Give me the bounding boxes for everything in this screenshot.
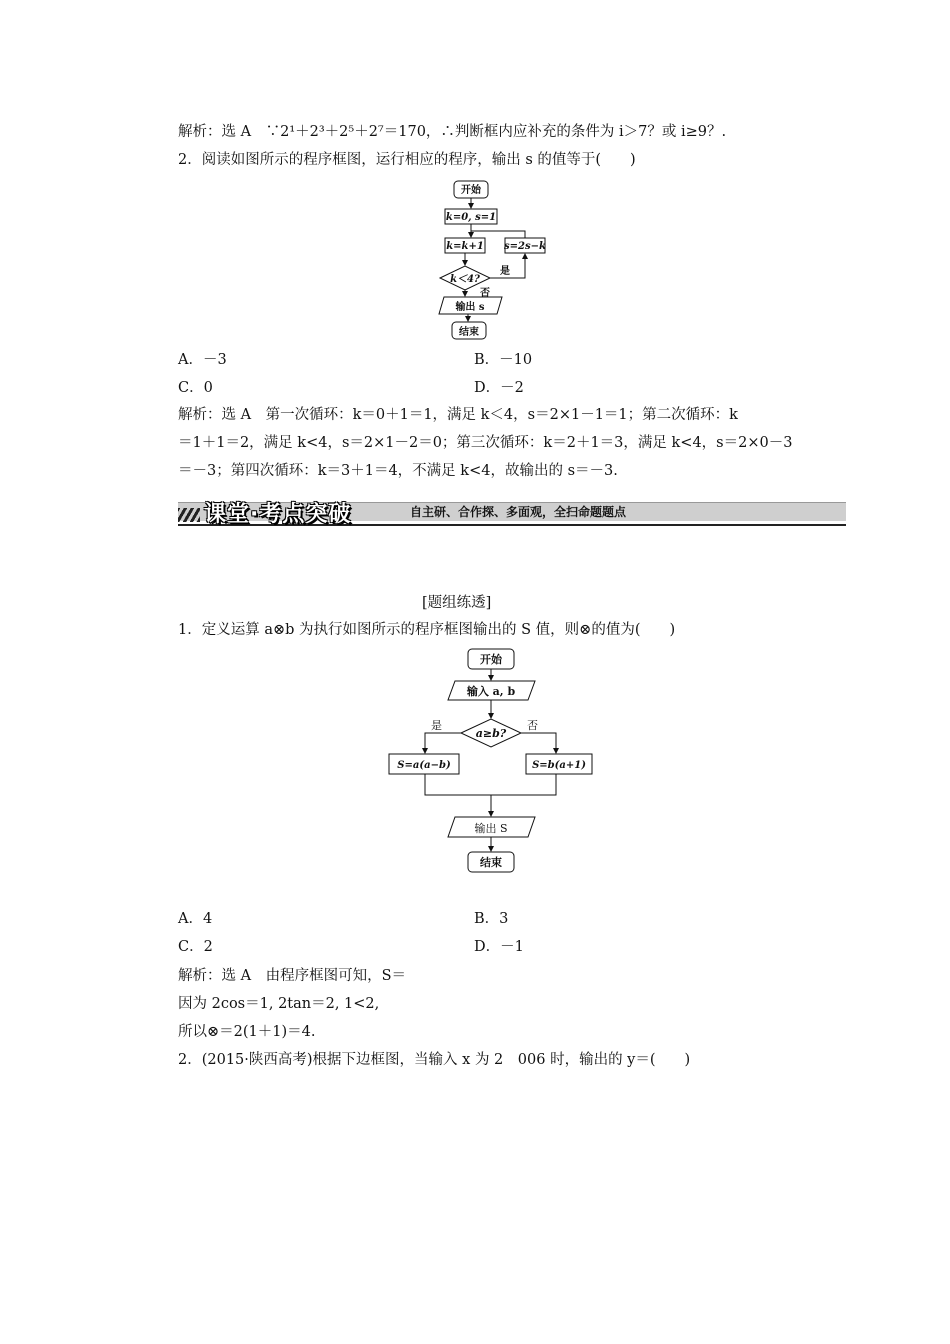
banner-subtitle: 自主研、合作探、多面观，全扫命题题点 [410,505,627,519]
right-assign-label: S=b(a+1) [532,760,586,771]
condition-label: k＜4? [450,274,480,285]
q1-solution-line-3: 所以⊗＝2(1＋1)＝4. [178,1024,316,1040]
solution-prefix: 解析：选 A ∵ [178,124,281,140]
start-label: 开始 [480,653,502,666]
banner-title: 课堂·考点突破 [204,502,352,527]
yes-label: 是 [500,266,510,277]
section-banner [178,500,846,526]
q2-solution-line-2: ＝1＋1＝2，满足 k<4，s＝2×1－2＝0；第三次循环：k＝2＋1＝3，满足 k<4，s＝2×0－3 [178,435,793,451]
q1-solution-line-2: 因为 2cos＝1, 2tan＝2, 1<2, [178,996,380,1012]
q2-solution-line-1: 解析：选 A 第一次循环：k＝0＋1＝1，满足 k＜4，s＝2×1－1＝1；第二次循环：k [178,407,738,423]
q1-option-c: C．2 [178,939,213,955]
q1-option-d: D．－1 [474,939,524,955]
input-label: 输入 a, b [466,685,516,698]
flowchart-1 [430,176,570,346]
init-label: k=0, s=1 [445,212,497,223]
solution-line [178,122,726,142]
end-label: 结束 [459,327,479,338]
banner-decoration [178,508,200,522]
q1-option-b: B．3 [474,911,509,927]
solution-math: 2¹＋2³＋2⁵＋2⁷＝170，∴判断框内应补充的条件为 i＞7？或 i≥9？. [280,124,727,140]
start-label: 开始 [461,185,481,196]
q2-option-b: B．－10 [474,352,533,368]
question-3: 2．(2015·陕西高考)根据下边框图，当输入 x 为 2 006 时，输出的 y＝( ) [178,1052,691,1068]
q2-solution-line-3: ＝－3；第四次循环：k＝3＋1＝4，不满足 k<4，故输出的 s＝－3. [178,463,618,479]
flowchart-2 [385,645,605,880]
output-label: 输出 s [455,302,485,313]
left-assign-label: S=a(a−b) [397,760,451,771]
yes-label: 是 [431,719,442,732]
no-label: 否 [480,288,490,299]
question-1: 1．定义运算 a⊗b 为执行如图所示的程序框图输出的 S 值，则⊗的值为( ) [178,622,676,638]
q2-option-a: A．－3 [178,352,227,368]
no-label: 否 [527,719,538,732]
q2-option-d: D．－2 [474,380,524,396]
q2-option-c: C．0 [178,380,213,396]
inc-label: k=k+1 [446,241,484,252]
question-2: 2．阅读如图所示的程序框图，运行相应的程序，输出 s 的值等于( ) [178,152,636,168]
q1-option-a: A．4 [178,911,213,927]
condition-label: a≥b? [475,727,507,740]
end-label: 结束 [480,856,502,869]
q1-solution-line-1: 解析：选 A 由程序框图可知，S＝ [178,968,407,984]
output-label: 输出 S [474,822,508,835]
update-label: s=2s−k [504,241,546,252]
section-heading: [题组练透] [422,595,492,611]
